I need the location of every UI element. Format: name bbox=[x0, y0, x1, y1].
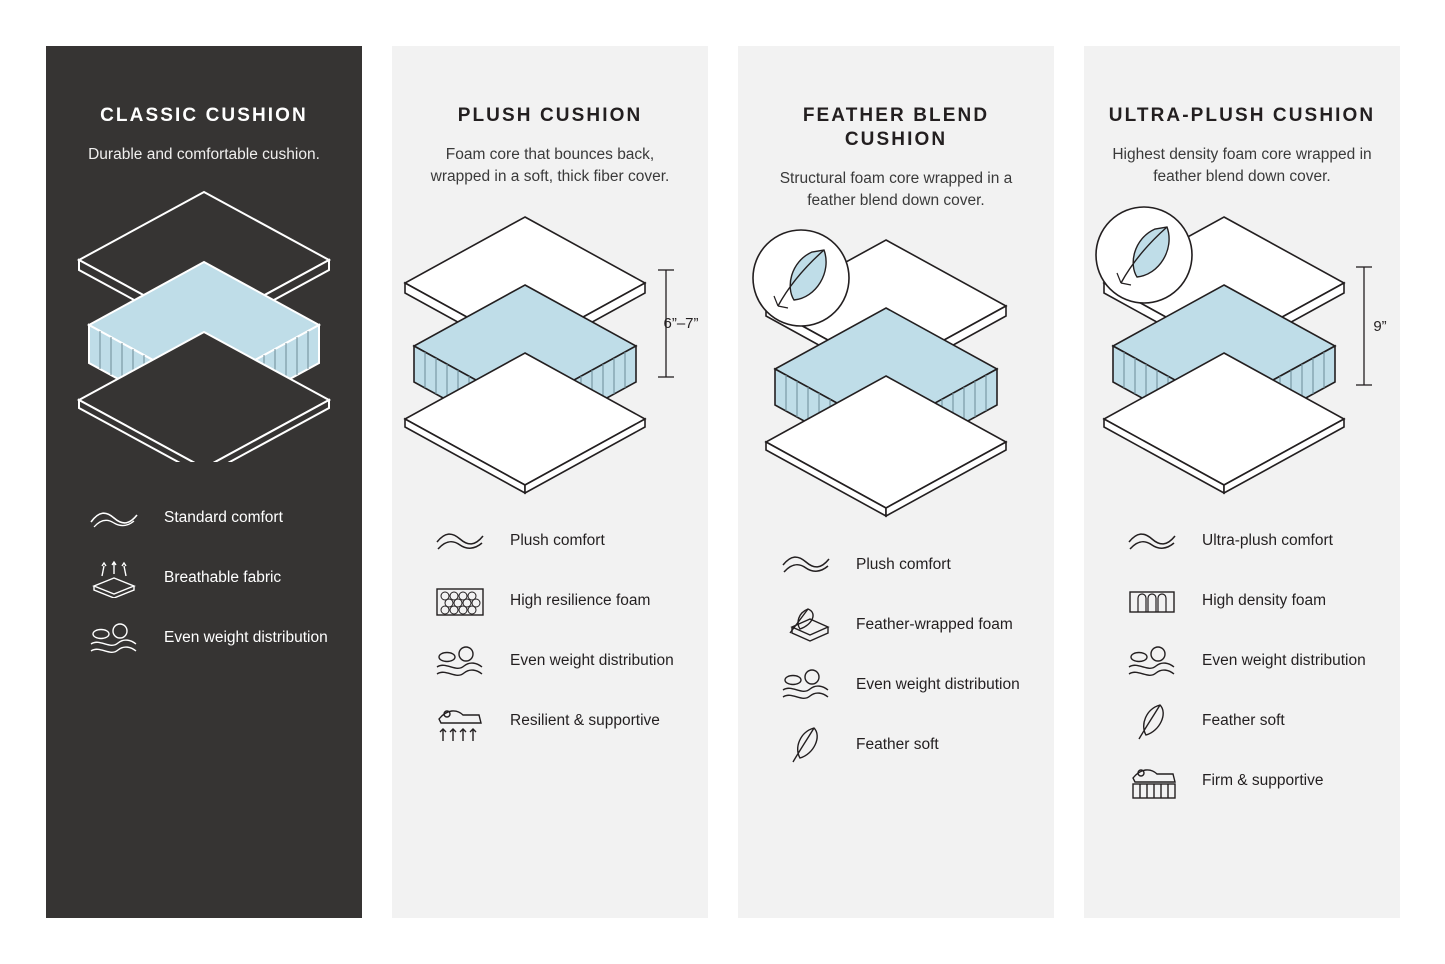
feature-label: Feather soft bbox=[1202, 711, 1285, 729]
dimension-label: 6”–7” bbox=[663, 314, 699, 332]
cushion-diagram bbox=[392, 205, 708, 505]
card-title: ULTRA-PLUSH CUSHION bbox=[1108, 105, 1376, 126]
feature-item bbox=[1122, 751, 1376, 811]
card-description: Durable and comfortable cushion. bbox=[88, 145, 320, 163]
feature-label: Breathable fabric bbox=[164, 569, 282, 587]
feature-label: Resilient & supportive bbox=[510, 711, 660, 729]
feature-item bbox=[1122, 511, 1376, 571]
feature-label: Firm & supportive bbox=[1202, 771, 1324, 789]
dimension-label: 9” bbox=[1373, 317, 1387, 335]
feature-item bbox=[1122, 691, 1376, 751]
feature-label: Even weight distribution bbox=[856, 675, 1020, 693]
cushion-diagram bbox=[738, 228, 1054, 528]
feature-item bbox=[430, 631, 684, 691]
exploded-cushion-illustration bbox=[400, 205, 700, 495]
card-title: PLUSH CUSHION bbox=[457, 105, 643, 126]
feather-badge-icon bbox=[753, 230, 849, 326]
feature-item bbox=[1122, 631, 1376, 691]
feature-item bbox=[776, 714, 1030, 774]
feature-label: Feather soft bbox=[856, 735, 939, 753]
card-ultra-plush-cushion bbox=[1084, 46, 1400, 918]
wave-icon bbox=[776, 541, 836, 587]
feature-item bbox=[430, 511, 684, 571]
wave-icon bbox=[1122, 518, 1182, 564]
even-weight-icon bbox=[776, 661, 836, 707]
even-weight-icon bbox=[84, 615, 144, 661]
card-title: CLASSIC CUSHION bbox=[100, 105, 308, 126]
exploded-cushion-illustration bbox=[1092, 205, 1392, 495]
cushion-diagram bbox=[1084, 205, 1400, 505]
breathable-fabric-icon bbox=[84, 555, 144, 601]
feature-item bbox=[776, 594, 1030, 654]
cushion-diagram bbox=[46, 182, 362, 482]
card-description: Foam core that bounces back, wrapped in a soft, thick fiber cover. bbox=[430, 145, 670, 186]
card-feather-blend-cushion bbox=[738, 46, 1054, 918]
feature-list bbox=[1084, 511, 1400, 811]
exploded-cushion-illustration bbox=[64, 182, 344, 462]
feature-list bbox=[46, 488, 362, 668]
card-title: FEATHER BLEND CUSHION bbox=[802, 105, 990, 150]
feature-label: Standard comfort bbox=[164, 509, 283, 527]
feature-item bbox=[776, 654, 1030, 714]
feature-label: Even weight distribution bbox=[1202, 651, 1366, 669]
feather-icon bbox=[1122, 698, 1182, 744]
feature-item bbox=[84, 548, 338, 608]
card-description: Structural foam core wrapped in a feather blend down cover. bbox=[779, 169, 1013, 209]
feature-label: Feather-wrapped foam bbox=[856, 615, 1013, 633]
feature-label: Even weight distribution bbox=[164, 629, 328, 647]
feather-wrapped-foam-icon bbox=[776, 601, 836, 647]
firm-support-icon bbox=[1122, 758, 1182, 804]
exploded-cushion-illustration bbox=[746, 228, 1046, 518]
wave-icon bbox=[430, 518, 490, 564]
card-plush-cushion bbox=[392, 46, 708, 918]
feature-list bbox=[392, 511, 708, 751]
even-weight-icon bbox=[430, 638, 490, 684]
high-density-foam-icon bbox=[1122, 578, 1182, 624]
feature-label: High resilience foam bbox=[510, 591, 651, 609]
feature-item bbox=[776, 534, 1030, 594]
even-weight-icon bbox=[1122, 638, 1182, 684]
card-description: Highest density foam core wrapped in feather blend down cover. bbox=[1112, 145, 1372, 186]
feature-label: High density foam bbox=[1202, 591, 1327, 609]
card-classic-cushion bbox=[46, 46, 362, 918]
honeycomb-foam-icon bbox=[430, 578, 490, 624]
feature-label: Plush comfort bbox=[510, 531, 605, 549]
feature-item bbox=[84, 488, 338, 548]
dimension-bracket bbox=[1356, 267, 1372, 385]
feather-icon bbox=[776, 721, 836, 767]
feature-label: Ultra-plush comfort bbox=[1202, 531, 1333, 549]
feature-item bbox=[430, 571, 684, 631]
wave-icon bbox=[84, 495, 144, 541]
feature-list bbox=[738, 534, 1054, 774]
feature-label: Even weight distribution bbox=[510, 651, 674, 669]
feature-item bbox=[430, 691, 684, 751]
resilient-support-icon bbox=[430, 698, 490, 744]
feature-item bbox=[1122, 571, 1376, 631]
feather-badge-icon bbox=[1096, 207, 1192, 303]
feature-label: Plush comfort bbox=[856, 555, 951, 573]
feature-item bbox=[84, 608, 338, 668]
